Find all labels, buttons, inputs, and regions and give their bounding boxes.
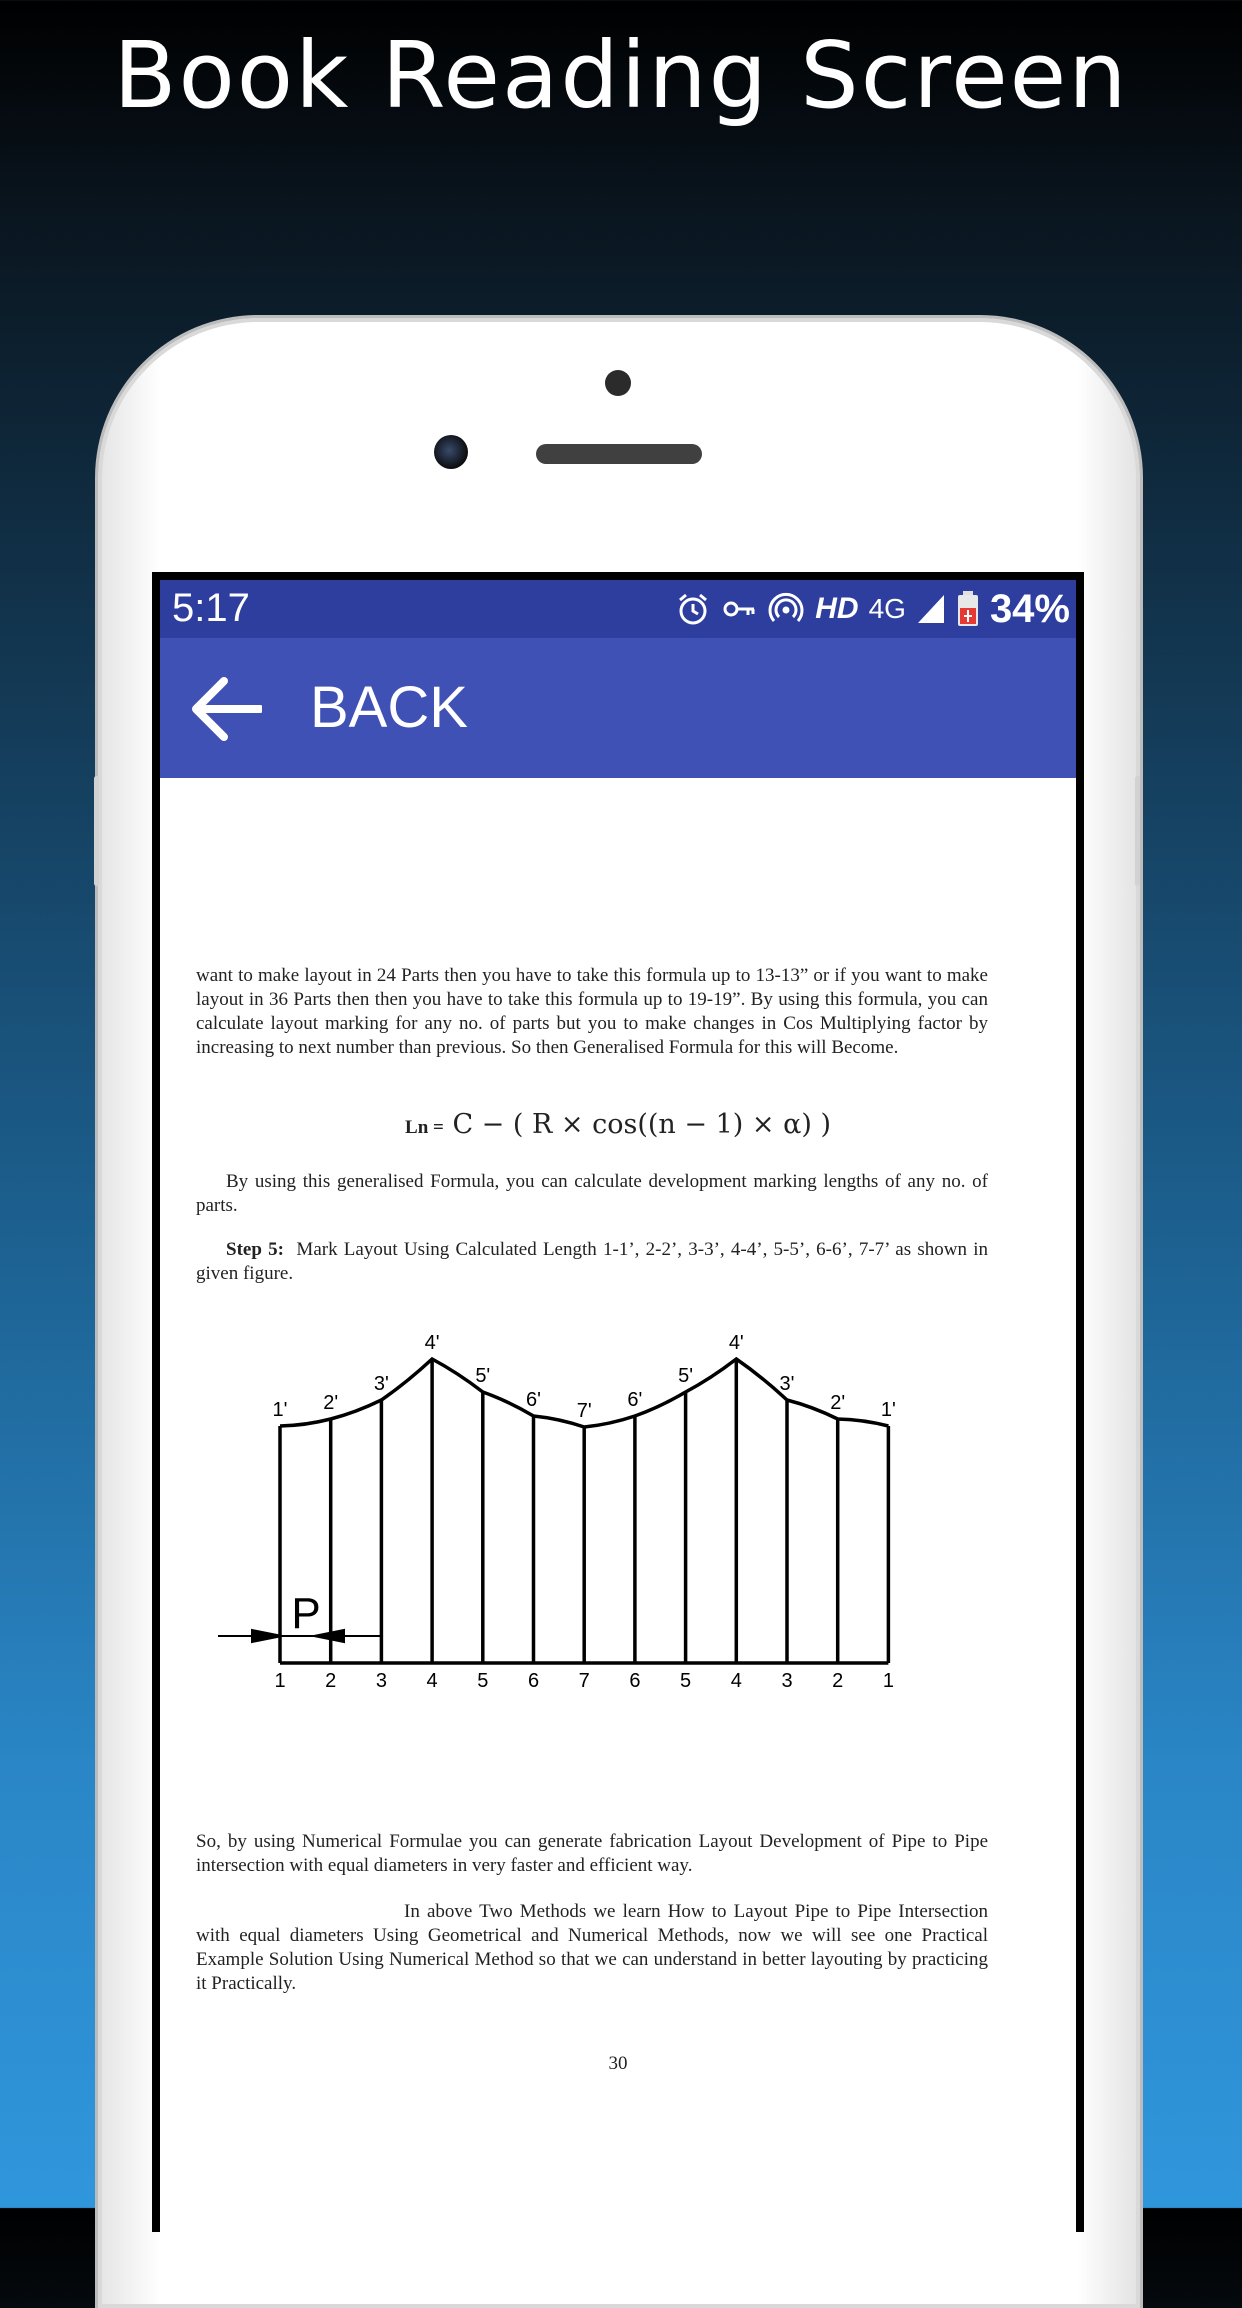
step-label: Step 5: xyxy=(226,1239,284,1260)
top-label: 3' xyxy=(779,1373,795,1395)
book-page xyxy=(160,778,1076,2232)
top-label: 3' xyxy=(373,1373,389,1395)
bottom-label: 2 xyxy=(325,1670,337,1692)
alarm-icon xyxy=(675,591,711,627)
phone-screen xyxy=(152,572,1084,2232)
top-label: 4' xyxy=(424,1332,440,1354)
hotspot-icon xyxy=(767,590,805,628)
app-bar xyxy=(160,638,1076,778)
layout-development-figure xyxy=(196,1318,996,1728)
proximity-sensor xyxy=(605,370,631,396)
phone-side-button xyxy=(1135,776,1140,886)
bottom-label: 6 xyxy=(527,1670,540,1692)
phone-side-button xyxy=(94,776,99,886)
top-label: 1' xyxy=(272,1399,288,1421)
bottom-label: 3 xyxy=(375,1670,387,1692)
top-label: 2' xyxy=(323,1392,339,1414)
hd-indicator: HD xyxy=(815,592,859,625)
bottom-label: 1 xyxy=(274,1670,286,1692)
battery-icon xyxy=(956,590,980,628)
paragraph: In above Two Methods we learn How to Layout Pipe to Pipe Intersection with equal diameters Using Geometrical and Numerical Methods, now we will see one Practical Example Solution Using Numerical Method so that we can understand in better layouting by practicing it Practically. xyxy=(196,1901,988,1994)
step-text: Mark Layout Using Calculated Length 1-1’, 2-2’, 3-3’, 4-4’, 5-5’, 6-6’, 7-7’ as shown in given figure. xyxy=(196,1239,988,1284)
status-time: 5:17 xyxy=(172,586,250,630)
promo-title: Book Reading Screen xyxy=(113,22,1129,129)
top-label: 7' xyxy=(576,1400,592,1422)
status-bar xyxy=(160,580,1076,638)
top-label: 2' xyxy=(830,1392,846,1414)
bottom-label: 4 xyxy=(426,1670,438,1692)
bottom-label: 7 xyxy=(578,1670,590,1692)
formula xyxy=(160,1108,1076,1145)
bottom-label: 6 xyxy=(629,1670,641,1692)
top-label: 5' xyxy=(475,1365,491,1387)
bottom-label: 1 xyxy=(882,1670,894,1692)
bottom-label: 4 xyxy=(730,1670,742,1692)
bottom-label: 2 xyxy=(832,1670,844,1692)
top-label: 6' xyxy=(627,1389,643,1411)
page-number: 30 xyxy=(608,2053,628,2074)
step-paragraph xyxy=(196,1238,988,1286)
top-label: 5' xyxy=(678,1365,694,1387)
paragraph: want to make layout in 24 Parts then you have to take this formula up to 13-13” or if you want to make layout in 36 Parts then then you have to take this formula up to 19-19”. By using this formula, you can calculate layout marking for any no. of parts but you to make changes in Cos Multiplying factor by increasing to next number than previous. So then Generalised Formula for this will Become. xyxy=(196,965,988,1058)
earpiece-speaker xyxy=(536,444,702,464)
back-button[interactable]: BACK xyxy=(310,675,468,740)
formula-lhs: Ln = xyxy=(405,1117,444,1138)
paragraph: By using this generalised Formula, you can calculate development marking lengths of any no. of parts. xyxy=(196,1171,988,1216)
bottom-label: 5 xyxy=(680,1670,692,1692)
paragraph: So, by using Numerical Formulae you can generate fabrication Layout Development of Pipe to Pipe intersection with equal diameters in very faster and efficient way. xyxy=(196,1831,988,1876)
bottom-label: 3 xyxy=(781,1670,793,1692)
bottom-label: 5 xyxy=(477,1670,489,1692)
network-type: 4G xyxy=(868,593,906,624)
pitch-label: P xyxy=(291,1589,321,1638)
vpn-key-icon xyxy=(721,591,757,627)
signal-icon xyxy=(916,593,946,625)
formula-rhs: C − ( R × cos((n − 1) × α) ) xyxy=(452,1109,831,1140)
battery-percent: 34% xyxy=(989,586,1070,631)
top-label: 6' xyxy=(526,1389,541,1411)
top-label: 4' xyxy=(728,1332,744,1354)
front-camera xyxy=(434,435,468,469)
arrow-back-icon[interactable] xyxy=(190,676,262,747)
top-label: 1' xyxy=(880,1399,896,1421)
status-icons xyxy=(675,586,1070,632)
